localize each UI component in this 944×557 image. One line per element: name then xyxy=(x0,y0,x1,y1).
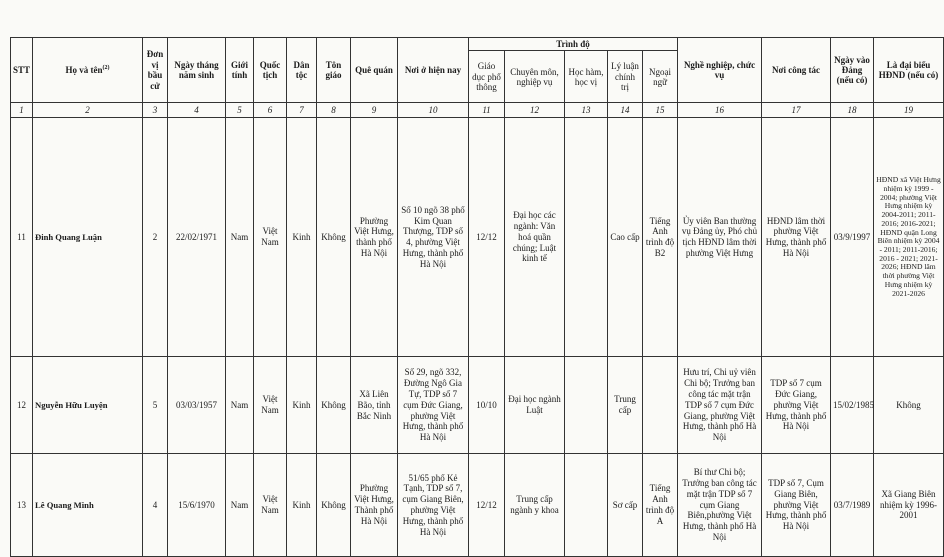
cell-quoc-tich: Việt Nam xyxy=(254,118,287,357)
cell-stt: 11 xyxy=(11,118,33,357)
cell-quoc-tich: Việt Nam xyxy=(254,357,287,454)
cell-ly-luan: Trung cấp xyxy=(608,357,643,454)
cell-ton-giao: Không xyxy=(317,118,351,357)
cell-name: Lê Quang Minh xyxy=(33,454,143,557)
cell-giao-duc: 10/10 xyxy=(469,357,505,454)
column-number: 12 xyxy=(505,103,565,118)
header-noi-cong-tac: Nơi công tác xyxy=(762,38,831,103)
cell-ngoai-ngu: Tiếng Anh trình độ A xyxy=(643,454,678,557)
cell-hoc-ham xyxy=(565,357,608,454)
cell-dan-toc: Kinh xyxy=(287,118,317,357)
header-quoc-tich: Quốc tịch xyxy=(254,38,287,103)
header-stt: STT xyxy=(11,38,33,103)
cell-stt: 13 xyxy=(11,454,33,557)
header-don-vi: Đơn vị bầu cử xyxy=(143,38,168,103)
header-ho-ten: Họ và tên$^{(2)}$ xyxy=(33,38,143,103)
cell-ngay-sinh: 03/03/1957 xyxy=(168,357,226,454)
column-number: 2 xyxy=(33,103,143,118)
cell-ngay-sinh: 15/6/1970 xyxy=(168,454,226,557)
cell-ly-luan: Sơ cấp xyxy=(608,454,643,557)
cell-ngay-sinh: 22/02/1971 xyxy=(168,118,226,357)
column-number: 15 xyxy=(643,103,678,118)
cell-noi-cong-tac: HĐND lâm thời phường Việt Hưng, thành phố Hà Nội xyxy=(762,118,831,357)
cell-noi-cong-tac: TDP số 7, Cụm Giang Biên, phường Việt Hưng, thành phố Hà Nội xyxy=(762,454,831,557)
cell-don-vi: 2 xyxy=(143,118,168,357)
cell-dai-bieu: Không xyxy=(874,357,944,454)
cell-don-vi: 4 xyxy=(143,454,168,557)
column-number: 4 xyxy=(168,103,226,118)
table-row xyxy=(11,118,944,357)
cell-dai-bieu: HĐND xã Việt Hưng nhiệm kỳ 1999 - 2004; phường Việt Hưng nhiệm kỳ 2004-2011; 2011-2016; 2016-2021; HĐND quận Long Biên nhiệm kỳ 2004 - 2011; 2011-2016; 2016 - 2021; 2021-2026; HĐND lâm thời phường Việt Hưng nhiệm kỳ 2021-2026 xyxy=(874,118,944,357)
cell-ngoai-ngu: Tiếng Anh trình độ B2 xyxy=(643,118,678,357)
cell-nghe-nghiep: Ủy viên Ban thường vụ Đảng ủy, Phó chủ tịch HĐND lâm thời phường Việt Hưng xyxy=(678,118,762,357)
cell-que-quan: Phường Việt Hưng, thành phố Hà Nội xyxy=(351,118,398,357)
header-chuyen-mon: Chuyên môn, nghiệp vụ xyxy=(505,51,565,103)
cell-noi-o: 51/65 phố Kẻ Tạnh, TDP số 7, cụm Giang Biên, phường Việt Hưng, thành phố Hà Nội xyxy=(398,454,469,557)
header-giao-duc: Giáo dục phổ thông xyxy=(469,51,505,103)
column-number: 18 xyxy=(831,103,874,118)
column-number: 17 xyxy=(762,103,831,118)
header-gioi-tinh: Giới tính xyxy=(226,38,254,103)
cell-giao-duc: 12/12 xyxy=(469,454,505,557)
table-row xyxy=(11,454,944,557)
column-number: 10 xyxy=(398,103,469,118)
header-ly-luan: Lý luận chính trị xyxy=(608,51,643,103)
column-number: 19 xyxy=(874,103,944,118)
column-number: 7 xyxy=(287,103,317,118)
table-row xyxy=(11,357,944,454)
header-ngay-vao-dang: Ngày vào Đảng (nếu có) xyxy=(831,38,874,103)
cell-ton-giao: Không xyxy=(317,357,351,454)
column-number: 16 xyxy=(678,103,762,118)
cell-ly-luan: Cao cấp xyxy=(608,118,643,357)
column-number: 5 xyxy=(226,103,254,118)
column-number: 9 xyxy=(351,103,398,118)
cell-hoc-ham xyxy=(565,118,608,357)
header-noi-o: Nơi ở hiện nay xyxy=(398,38,469,103)
cell-ngay-vao-dang: 03/9/1997 xyxy=(831,118,874,357)
header-trinh-do: Trình độ xyxy=(469,38,678,51)
column-number: 1 xyxy=(11,103,33,118)
header-dai-bieu: Là đại biểu HĐND (nếu có) xyxy=(874,38,944,103)
cell-nghe-nghiep: Hưu trí, Chi uỷ viên Chi bộ; Trưởng ban công tác mặt trận TDP số 7 cụm Đức Giang, phường Việt Hưng, thành phố Hà Nội xyxy=(678,357,762,454)
header-nghe-nghiep: Nghề nghiệp, chức vụ xyxy=(678,38,762,103)
column-number: 14 xyxy=(608,103,643,118)
cell-chuyen-mon: Đại học ngành Luật xyxy=(505,357,565,454)
column-number: 13 xyxy=(565,103,608,118)
candidate-table xyxy=(10,37,944,557)
cell-noi-o: Số 10 ngõ 38 phố Kim Quan Thượng, TDP số 4, phường Việt Hưng, thành phố Hà Nội xyxy=(398,118,469,357)
cell-ton-giao: Không xyxy=(317,454,351,557)
header-que-quan: Quê quán xyxy=(351,38,398,103)
column-number: 8 xyxy=(317,103,351,118)
cell-noi-cong-tac: TDP số 7 cụm Đức Giang, phường Việt Hưng, thành phố Hà Nội xyxy=(762,357,831,454)
cell-chuyen-mon: Trung cấp ngành y khoa xyxy=(505,454,565,557)
cell-giao-duc: 12/12 xyxy=(469,118,505,357)
cell-name: Đinh Quang Luận xyxy=(33,118,143,357)
cell-ngay-vao-dang: 03/7/1989 xyxy=(831,454,874,557)
cell-don-vi: 5 xyxy=(143,357,168,454)
cell-dai-bieu: Xã Giang Biên nhiệm kỳ 1996-2001 xyxy=(874,454,944,557)
column-number: 6 xyxy=(254,103,287,118)
cell-dan-toc: Kinh xyxy=(287,454,317,557)
column-number-row xyxy=(11,103,944,118)
cell-gioi-tinh: Nam xyxy=(226,454,254,557)
column-number: 3 xyxy=(143,103,168,118)
header-ton-giao: Tôn giáo xyxy=(317,38,351,103)
cell-hoc-ham xyxy=(565,454,608,557)
cell-stt: 12 xyxy=(11,357,33,454)
cell-gioi-tinh: Nam xyxy=(226,118,254,357)
cell-que-quan: Xã Liên Bão, tỉnh Bắc Ninh xyxy=(351,357,398,454)
cell-gioi-tinh: Nam xyxy=(226,357,254,454)
cell-noi-o: Số 29, ngõ 332, Đường Ngô Gia Tự, TDP số 7 cụm Đức Giang, phường Việt Hưng, thành phố Hà Nội xyxy=(398,357,469,454)
cell-chuyen-mon: Đại học các ngành: Văn hoá quần chúng; Luật kinh tế xyxy=(505,118,565,357)
cell-ngay-vao-dang: 15/02/1985 xyxy=(831,357,874,454)
column-number: 11 xyxy=(469,103,505,118)
cell-quoc-tich: Việt Nam xyxy=(254,454,287,557)
cell-ngoai-ngu xyxy=(643,357,678,454)
header-ngay-sinh: Ngày tháng năm sinh xyxy=(168,38,226,103)
header-hoc-ham: Học hàm, học vị xyxy=(565,51,608,103)
cell-dan-toc: Kinh xyxy=(287,357,317,454)
header-dan-toc: Dân tộc xyxy=(287,38,317,103)
cell-nghe-nghiep: Bí thư Chi bộ; Trưởng ban công tác mặt trận TDP số 7 cụm Giang Biên,phường Việt Hưng, thành phố Hà Nội xyxy=(678,454,762,557)
header-ngoai-ngu: Ngoại ngữ xyxy=(643,51,678,103)
cell-name: Nguyễn Hữu Luyện xyxy=(33,357,143,454)
cell-que-quan: Phường Việt Hưng, Thành phố Hà Nội xyxy=(351,454,398,557)
